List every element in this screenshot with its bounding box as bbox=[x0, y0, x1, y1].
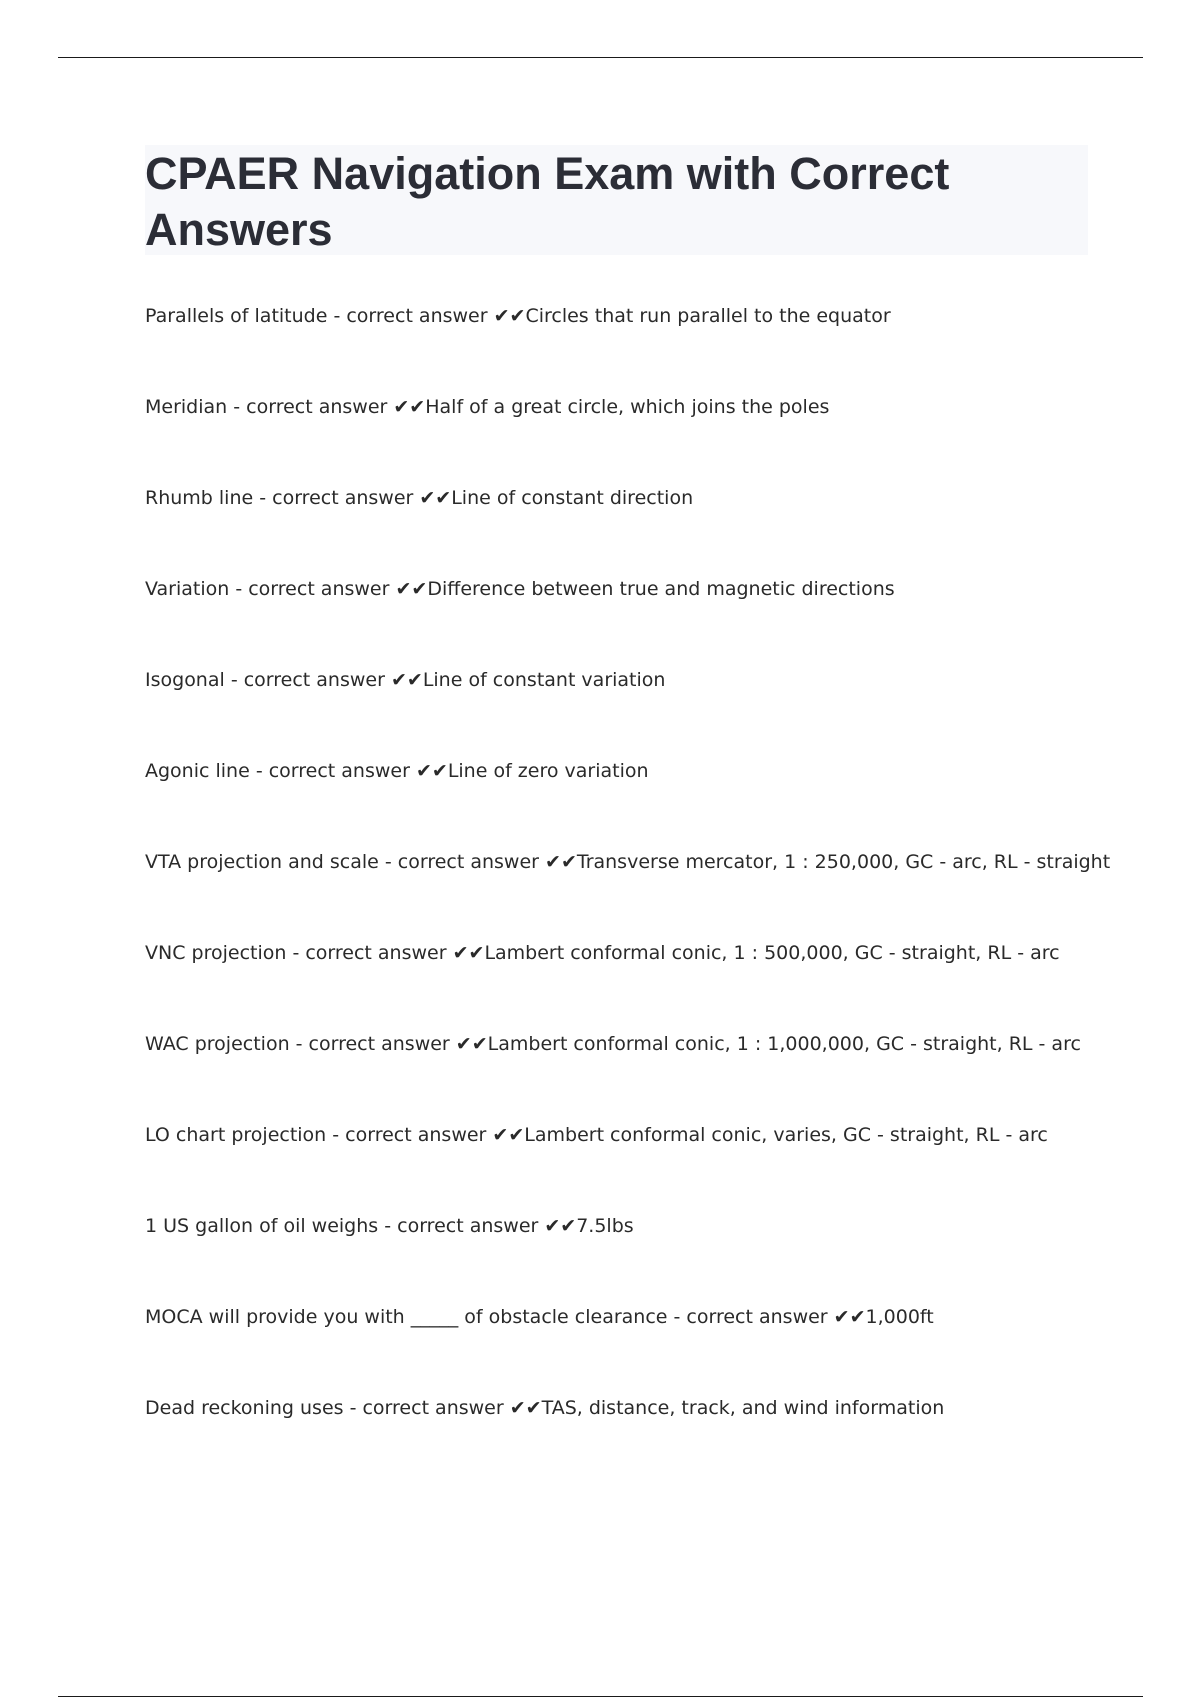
qa-answer: Difference between true and magnetic directions bbox=[427, 578, 895, 600]
qa-item: VNC projection - correct answer ✔✔Lambert conformal conic, 1 : 500,000, GC - straight, RL - arc bbox=[145, 942, 1060, 964]
double-check-icon: ✔✔ bbox=[455, 1033, 488, 1055]
qa-answer: TAS, distance, track, and wind information bbox=[541, 1397, 945, 1419]
qa-item: 1 US gallon of oil weighs - correct answer ✔✔7.5lbs bbox=[145, 1215, 634, 1237]
double-check-icon: ✔✔ bbox=[545, 851, 577, 873]
qa-item: MOCA will provide you with _____ of obstacle clearance - correct answer ✔✔1,000ft bbox=[145, 1306, 934, 1328]
qa-item: Agonic line - correct answer ✔✔Line of zero variation bbox=[145, 760, 649, 782]
qa-answer: Lambert conformal conic, 1 : 1,000,000, GC - straight, RL - arc bbox=[487, 1033, 1081, 1055]
qa-term: VTA projection and scale bbox=[145, 851, 379, 873]
qa-item: WAC projection - correct answer ✔✔Lambert conformal conic, 1 : 1,000,000, GC - straight, RL - arc bbox=[145, 1033, 1081, 1055]
qa-term: Isogonal bbox=[145, 669, 225, 691]
qa-term: Rhumb line bbox=[145, 487, 254, 509]
qa-item: VTA projection and scale - correct answer ✔✔Transverse mercator, 1 : 250,000, GC - arc, RL - straight bbox=[145, 851, 1111, 873]
qa-item: Parallels of latitude - correct answer ✔✔Circles that run parallel to the equator bbox=[145, 305, 891, 327]
qa-answer: Line of constant variation bbox=[422, 669, 666, 691]
qa-answer: Line of constant direction bbox=[451, 487, 694, 509]
double-check-icon: ✔✔ bbox=[544, 1215, 577, 1237]
qa-term: WAC projection bbox=[145, 1033, 290, 1055]
qa-marker: correct answer bbox=[272, 487, 414, 509]
qa-answer: Circles that run parallel to the equator bbox=[525, 305, 891, 327]
double-check-icon: ✔✔ bbox=[390, 669, 423, 691]
double-check-icon: ✔✔ bbox=[393, 396, 426, 418]
double-check-icon: ✔✔ bbox=[492, 1124, 525, 1146]
qa-term: Meridian bbox=[145, 396, 228, 418]
qa-term: Agonic line bbox=[145, 760, 250, 782]
qa-marker: correct answer bbox=[686, 1306, 828, 1328]
double-check-icon: ✔✔ bbox=[493, 305, 526, 327]
qa-marker: correct answer bbox=[246, 396, 388, 418]
qa-item: Meridian - correct answer ✔✔Half of a great circle, which joins the poles bbox=[145, 396, 830, 418]
qa-marker: correct answer bbox=[243, 669, 385, 691]
qa-term: Variation bbox=[145, 578, 230, 600]
qa-item: Isogonal - correct answer ✔✔Line of constant variation bbox=[145, 669, 666, 691]
qa-answer: 7.5lbs bbox=[576, 1215, 634, 1237]
qa-marker: correct answer bbox=[397, 1215, 539, 1237]
qa-marker: correct answer bbox=[305, 942, 447, 964]
double-check-icon: ✔✔ bbox=[452, 942, 485, 964]
qa-item: Rhumb line - correct answer ✔✔Line of constant direction bbox=[145, 487, 694, 509]
page-title: CPAER Navigation Exam with Correct Answers bbox=[145, 148, 950, 255]
qa-marker: correct answer bbox=[346, 305, 488, 327]
qa-term: MOCA will provide you with _____ of obstacle clearance bbox=[145, 1306, 668, 1328]
qa-answer: 1,000ft bbox=[865, 1306, 934, 1328]
qa-item: Dead reckoning uses - correct answer ✔✔TAS, distance, track, and wind information bbox=[145, 1397, 945, 1419]
qa-answer: Half of a great circle, which joins the poles bbox=[425, 396, 830, 418]
qa-answer: Lambert conformal conic, 1 : 500,000, GC - straight, RL - arc bbox=[484, 942, 1060, 964]
double-check-icon: ✔✔ bbox=[415, 760, 448, 782]
qa-item: LO chart projection - correct answer ✔✔Lambert conformal conic, varies, GC - straight, RL - arc bbox=[145, 1124, 1048, 1146]
double-check-icon: ✔✔ bbox=[395, 578, 428, 600]
qa-marker: correct answer bbox=[362, 1397, 504, 1419]
qa-list bbox=[145, 302, 1111, 1485]
double-check-icon: ✔✔ bbox=[509, 1397, 542, 1419]
qa-term: Dead reckoning uses bbox=[145, 1397, 344, 1419]
double-check-icon: ✔✔ bbox=[419, 487, 452, 509]
qa-item: Variation - correct answer ✔✔Difference between true and magnetic directions bbox=[145, 578, 895, 600]
qa-term: VNC projection bbox=[145, 942, 287, 964]
qa-marker: correct answer bbox=[308, 1033, 450, 1055]
top-divider bbox=[58, 57, 1143, 58]
qa-marker: correct answer bbox=[248, 578, 390, 600]
qa-answer: Line of zero variation bbox=[447, 760, 649, 782]
qa-term: LO chart projection bbox=[145, 1124, 327, 1146]
title-banner bbox=[145, 145, 1088, 255]
double-check-icon: ✔✔ bbox=[833, 1306, 866, 1328]
qa-marker: correct answer bbox=[268, 760, 410, 782]
bottom-divider bbox=[58, 1696, 1143, 1697]
qa-answer: Transverse mercator, 1 : 250,000, GC - arc, RL - straight bbox=[576, 851, 1111, 873]
qa-marker: correct answer bbox=[397, 851, 539, 873]
qa-term: 1 US gallon of oil weighs bbox=[145, 1215, 379, 1237]
qa-marker: correct answer bbox=[345, 1124, 487, 1146]
qa-term: Parallels of latitude bbox=[145, 305, 328, 327]
qa-answer: Lambert conformal conic, varies, GC - straight, RL - arc bbox=[524, 1124, 1048, 1146]
